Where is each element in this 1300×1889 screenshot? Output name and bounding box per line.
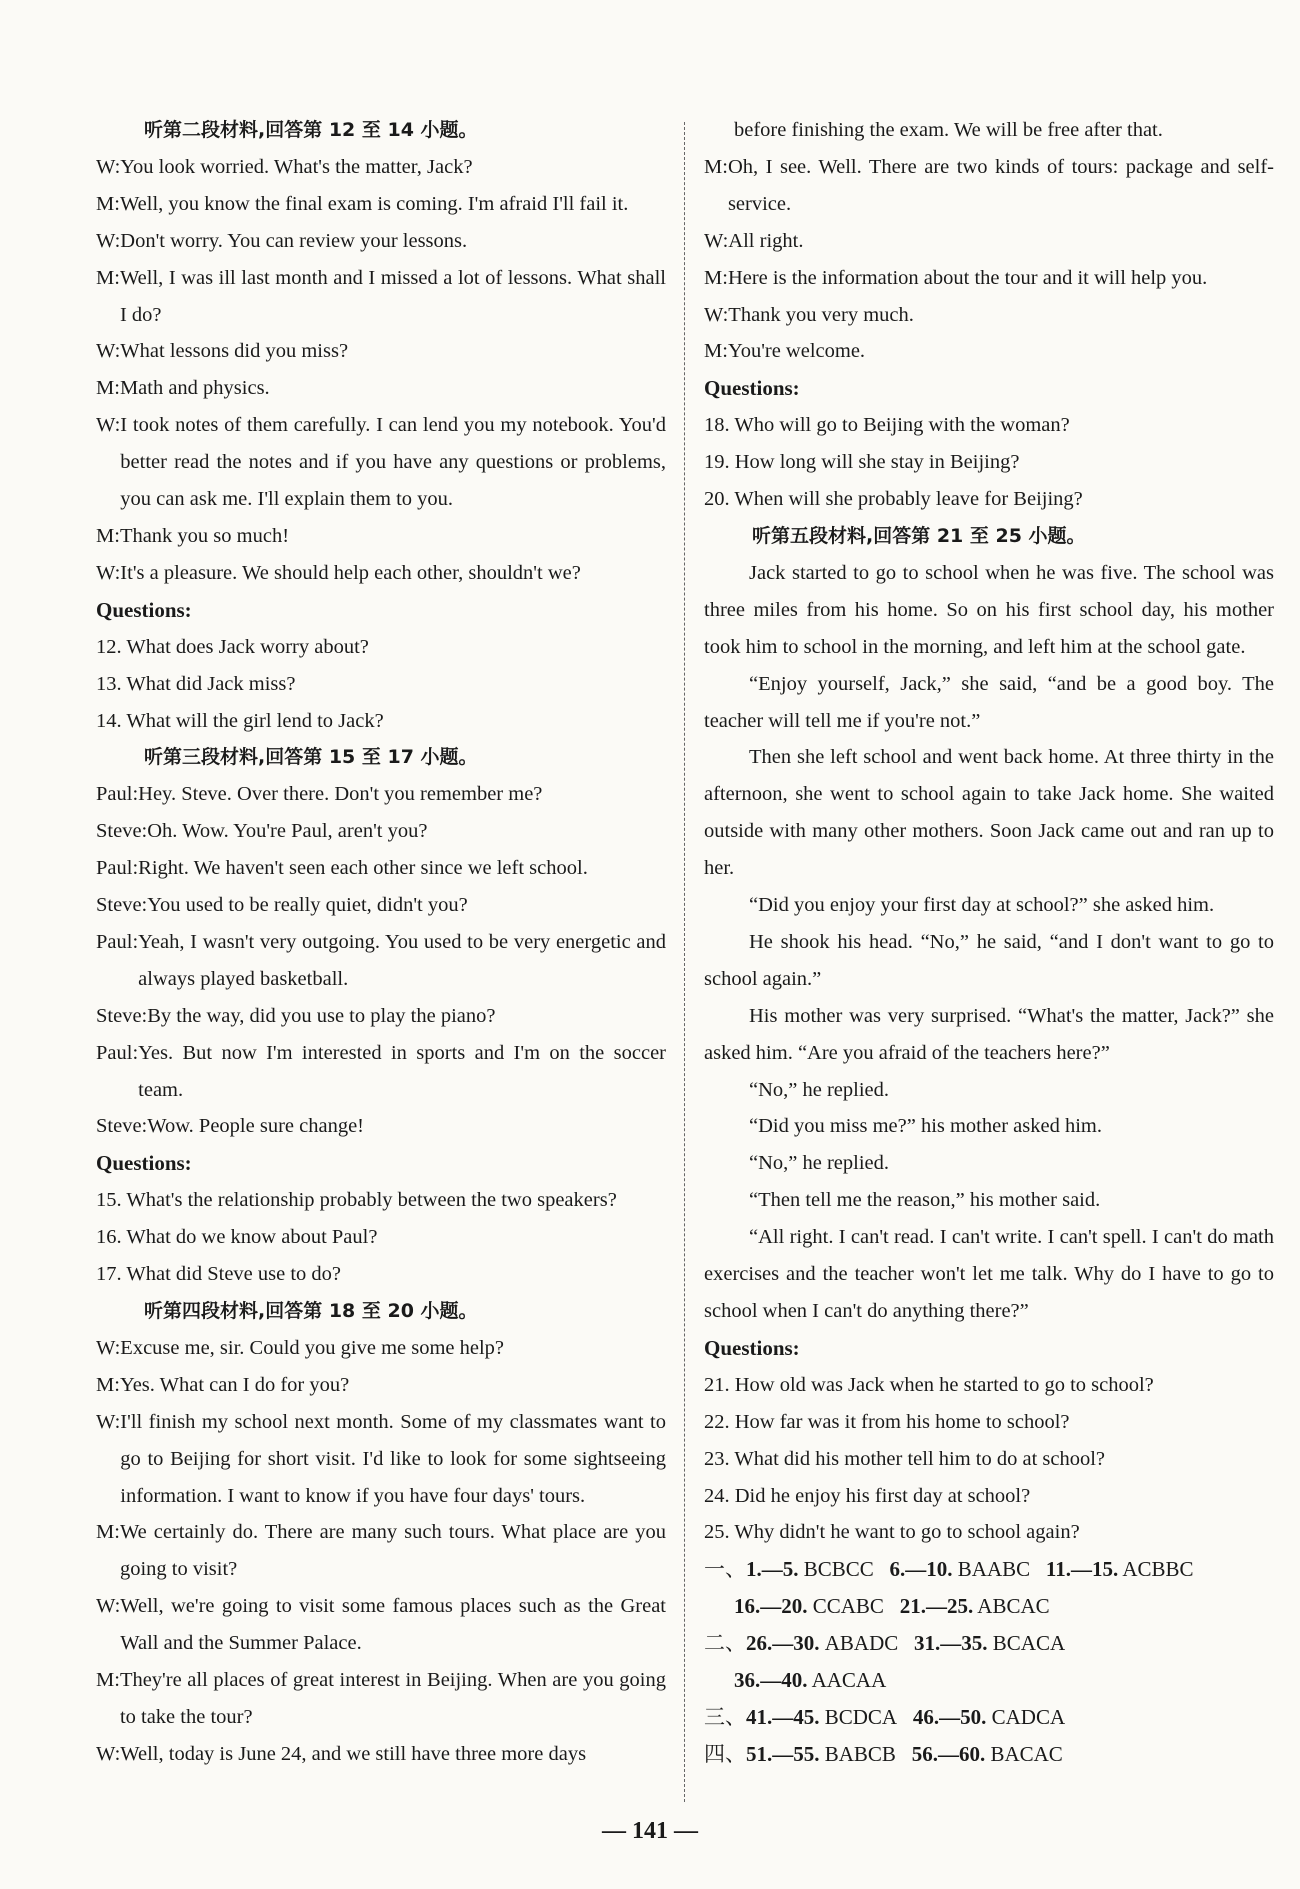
utterance: Here is the information about the tour and it will help you. bbox=[727, 266, 1208, 289]
dialogue-line bbox=[96, 813, 666, 850]
questions-heading: Questions: bbox=[96, 1151, 192, 1176]
speaker: Paul: bbox=[96, 930, 139, 953]
dialogue-line bbox=[96, 370, 666, 407]
speaker: W: bbox=[96, 1336, 121, 1359]
question-item: 19. How long will she stay in Beijing? bbox=[704, 451, 1020, 474]
dialogue-line bbox=[704, 223, 1274, 260]
story-paragraph: Jack started to go to school when he was five. The school was three miles from his home. So on his first school day, his mother took him to school in the morning, and left him at the school gate. bbox=[704, 561, 1274, 658]
dialogue-line bbox=[96, 260, 666, 334]
dialogue-line bbox=[96, 1514, 666, 1588]
answer-section-label: 四、 bbox=[704, 1741, 746, 1766]
speaker: W: bbox=[96, 561, 121, 584]
story-paragraph: “No,” he replied. bbox=[749, 1078, 890, 1101]
utterance: We certainly do. There are many such tours. What place are you going to visit? bbox=[119, 1521, 666, 1581]
answer-range: 21.—25. bbox=[899, 1594, 974, 1619]
question-item: 25. Why didn't he want to go to school again? bbox=[704, 1521, 1080, 1544]
dialogue-line bbox=[96, 924, 666, 998]
question-item: 22. How far was it from his home to school? bbox=[704, 1410, 1070, 1433]
question-item: 16. What do we know about Paul? bbox=[96, 1226, 378, 1249]
speaker: M: bbox=[704, 155, 728, 178]
answer-key: BAABC bbox=[957, 1557, 1031, 1582]
speaker: M: bbox=[96, 1669, 120, 1692]
story-paragraph: “Did you miss me?” his mother asked him. bbox=[749, 1115, 1102, 1138]
answer-key: BCDCA bbox=[824, 1704, 898, 1729]
utterance: Right. We haven't seen each other since we left school. bbox=[138, 857, 588, 880]
utterance: All right. bbox=[728, 229, 804, 252]
answer-range: 41.—45. bbox=[746, 1704, 820, 1729]
dialogue-line bbox=[704, 297, 1274, 334]
utterance: You look worried. What's the matter, Jack? bbox=[120, 155, 473, 178]
answer-key: ABADC bbox=[824, 1631, 899, 1656]
utterance: Well, you know the final exam is coming. I'm afraid I'll fail it. bbox=[119, 192, 629, 215]
questions-heading: Questions: bbox=[96, 597, 192, 622]
utterance: By the way, did you use to play the piano? bbox=[147, 1004, 496, 1027]
questions-heading: Questions: bbox=[704, 376, 800, 401]
question-item: 17. What did Steve use to do? bbox=[96, 1263, 342, 1286]
question-item: 15. What's the relationship probably between the two speakers? bbox=[96, 1189, 617, 1212]
dialogue-line bbox=[96, 1588, 666, 1662]
question-item: 13. What did Jack miss? bbox=[96, 672, 296, 695]
speaker: M: bbox=[96, 377, 120, 400]
answer-key: BABCB bbox=[824, 1741, 896, 1766]
utterance: Oh, I see. Well. There are two kinds of tours: package and self-service. bbox=[727, 155, 1274, 215]
continued-utterance: before finishing the exam. We will be free after that. bbox=[734, 119, 1163, 141]
speaker: W: bbox=[704, 303, 729, 326]
dialogue-line bbox=[96, 407, 666, 518]
answer-range: 11.—15. bbox=[1045, 1557, 1119, 1582]
dialogue-line bbox=[704, 333, 1274, 370]
answer-key: CADCA bbox=[991, 1704, 1066, 1729]
speaker: W: bbox=[96, 229, 121, 252]
dialogue-line bbox=[96, 149, 666, 186]
story-paragraph: Then she left school and went back home. At three thirty in the afternoon, she went to school again to take Jack home. She waited outside with many other mothers. Soon Jack came out and ran up to her. bbox=[704, 746, 1274, 880]
question-item: 14. What will the girl lend to Jack? bbox=[96, 709, 384, 732]
section-heading-4: 听第四段材料,回答第 18 至 20 小题。 bbox=[144, 1300, 478, 1322]
utterance: Math and physics. bbox=[119, 377, 270, 400]
answer-key: CCABC bbox=[812, 1594, 884, 1619]
speaker: W: bbox=[96, 1595, 121, 1618]
utterance: It's a pleasure. We should help each other, shouldn't we? bbox=[120, 561, 581, 584]
answer-range: 46.—50. bbox=[912, 1704, 987, 1729]
speaker: Paul: bbox=[96, 1041, 139, 1064]
utterance: Well, I was ill last month and I missed a lot of lessons. What shall I do? bbox=[119, 266, 666, 326]
dialogue-line bbox=[96, 1404, 666, 1515]
dialogue-line bbox=[96, 518, 666, 555]
answer-key: ABCAC bbox=[977, 1594, 1050, 1619]
dialogue-line bbox=[96, 1330, 666, 1367]
speaker: M: bbox=[96, 1373, 120, 1396]
answer-row bbox=[704, 1662, 1274, 1699]
story-paragraph: “Enjoy yourself, Jack,” she said, “and be a good boy. The teacher will tell me if you're not.” bbox=[704, 672, 1274, 732]
answer-range: 31.—35. bbox=[914, 1631, 988, 1656]
speaker: Steve: bbox=[96, 820, 148, 843]
page-number: — 141 — bbox=[602, 1818, 698, 1844]
answer-key: ACBBC bbox=[1122, 1557, 1194, 1582]
answer-range: 6.—10. bbox=[889, 1557, 953, 1582]
section-heading-2: 听第二段材料,回答第 12 至 14 小题。 bbox=[144, 119, 478, 141]
story-paragraph: “No,” he replied. bbox=[749, 1152, 890, 1175]
question-item: 12. What does Jack worry about? bbox=[96, 635, 369, 658]
dialogue-line bbox=[96, 998, 666, 1035]
utterance: You used to be really quiet, didn't you? bbox=[147, 894, 468, 917]
answer-range: 51.—55. bbox=[746, 1741, 820, 1766]
utterance: You're welcome. bbox=[727, 340, 866, 363]
answer-row bbox=[704, 1736, 1274, 1773]
story-paragraph: “Then tell me the reason,” his mother said. bbox=[749, 1189, 1101, 1212]
speaker: Paul: bbox=[96, 783, 139, 806]
story-paragraph: His mother was very surprised. “What's the matter, Jack?” she asked him. “Are you afraid of the teachers here?” bbox=[704, 1004, 1274, 1064]
question-item: 21. How old was Jack when he started to go to school? bbox=[704, 1373, 1154, 1396]
speaker: M: bbox=[96, 524, 120, 547]
story-paragraph: “Did you enjoy your first day at school?” she asked him. bbox=[749, 894, 1215, 917]
questions-heading: Questions: bbox=[704, 1335, 800, 1360]
utterance: Yes. What can I do for you? bbox=[119, 1373, 350, 1396]
speaker: Steve: bbox=[96, 894, 148, 917]
question-item: 23. What did his mother tell him to do at school? bbox=[704, 1447, 1106, 1470]
answer-range: 26.—30. bbox=[746, 1631, 820, 1656]
story-paragraph: “All right. I can't read. I can't write. I can't spell. I can't do math exercises and the teacher won't let me talk. Why do I have to go to school when I can't do anything there?” bbox=[704, 1226, 1274, 1322]
question-item: 20. When will she probably leave for Beijing? bbox=[704, 488, 1083, 511]
utterance: What lessons did you miss? bbox=[120, 340, 349, 363]
story-paragraph: He shook his head. “No,” he said, “and I don't want to go to school again.” bbox=[704, 930, 1274, 990]
speaker: Steve: bbox=[96, 1115, 148, 1138]
speaker: M: bbox=[704, 266, 728, 289]
speaker: M: bbox=[96, 266, 120, 289]
dialogue-line bbox=[96, 223, 666, 260]
dialogue-line bbox=[96, 850, 666, 887]
speaker: M: bbox=[704, 340, 728, 363]
utterance: Don't worry. You can review your lessons. bbox=[120, 229, 468, 252]
section-heading-5: 听第五段材料,回答第 21 至 25 小题。 bbox=[752, 524, 1086, 547]
utterance: Hey. Steve. Over there. Don't you remember me? bbox=[138, 783, 543, 806]
dialogue-line bbox=[96, 1108, 666, 1145]
dialogue-line bbox=[96, 887, 666, 924]
dialogue-line bbox=[96, 333, 666, 370]
left-column bbox=[96, 112, 666, 1773]
answer-section-label: 二、 bbox=[704, 1631, 746, 1656]
utterance: Thank you so much! bbox=[119, 524, 290, 547]
speaker: M: bbox=[96, 1521, 120, 1544]
speaker: W: bbox=[96, 1742, 121, 1765]
right-column bbox=[704, 112, 1274, 1773]
answer-range: 56.—60. bbox=[911, 1741, 986, 1766]
utterance: Oh. Wow. You're Paul, aren't you? bbox=[147, 820, 428, 843]
speaker: W: bbox=[96, 155, 121, 178]
speaker: W: bbox=[96, 414, 121, 437]
section-heading-3: 听第三段材料,回答第 15 至 17 小题。 bbox=[144, 746, 478, 769]
question-item: 24. Did he enjoy his first day at school? bbox=[704, 1484, 1031, 1507]
answer-range: 1.—5. bbox=[746, 1557, 799, 1582]
dialogue-line bbox=[96, 186, 666, 223]
dialogue-line bbox=[96, 1662, 666, 1736]
column-divider bbox=[684, 122, 685, 1802]
utterance: They're all places of great interest in Beijing. When are you going to take the tour? bbox=[119, 1669, 666, 1728]
answer-section-label: 一、 bbox=[704, 1557, 746, 1582]
dialogue-line bbox=[96, 1367, 666, 1404]
dialogue-line bbox=[96, 1035, 666, 1109]
answer-key: BACAC bbox=[990, 1741, 1063, 1766]
utterance: Yes. But now I'm interested in sports and I'm on the soccer team. bbox=[138, 1041, 666, 1101]
answer-range: 16.—20. bbox=[734, 1594, 808, 1619]
speaker: Paul: bbox=[96, 857, 139, 880]
dialogue-line bbox=[704, 149, 1274, 223]
dialogue-line bbox=[96, 1736, 666, 1773]
utterance: Wow. People sure change! bbox=[147, 1115, 365, 1138]
utterance: Excuse me, sir. Could you give me some help? bbox=[120, 1336, 505, 1359]
dialogue-line bbox=[704, 260, 1274, 297]
answer-row bbox=[704, 1625, 1274, 1662]
dialogue-line bbox=[96, 555, 666, 592]
speaker: W: bbox=[96, 340, 121, 363]
speaker: Steve: bbox=[96, 1004, 148, 1027]
dialogue-line bbox=[96, 776, 666, 813]
answer-range: 36.—40. bbox=[734, 1668, 808, 1693]
utterance: Well, we're going to visit some famous places such as the Great Wall and the Summer Palace. bbox=[120, 1595, 666, 1655]
utterance: Thank you very much. bbox=[728, 303, 914, 326]
answer-key: BCACA bbox=[992, 1631, 1066, 1656]
answer-row bbox=[704, 1699, 1274, 1736]
utterance: Well, today is June 24, and we still have three more days bbox=[120, 1742, 587, 1765]
answer-key: BCBCC bbox=[803, 1557, 874, 1582]
utterance: I took notes of them carefully. I can lend you my notebook. You'd better read the notes and if you have any questions or problems, you can ask me. I'll explain them to you. bbox=[120, 414, 666, 511]
answer-key: AACAA bbox=[811, 1668, 887, 1693]
answer-row bbox=[704, 1551, 1274, 1588]
speaker: W: bbox=[96, 1410, 121, 1433]
utterance: I'll finish my school next month. Some of my classmates want to go to Beijing for short visit. I'd like to look for some sightseeing information. I want to know if you have four days' tours. bbox=[120, 1410, 666, 1507]
speaker: M: bbox=[96, 192, 120, 215]
speaker: W: bbox=[704, 229, 729, 252]
answer-row bbox=[704, 1588, 1274, 1625]
utterance: Yeah, I wasn't very outgoing. You used to be very energetic and always played basketball. bbox=[138, 930, 666, 990]
question-item: 18. Who will go to Beijing with the woman? bbox=[704, 414, 1070, 437]
answer-section-label: 三、 bbox=[704, 1704, 746, 1729]
